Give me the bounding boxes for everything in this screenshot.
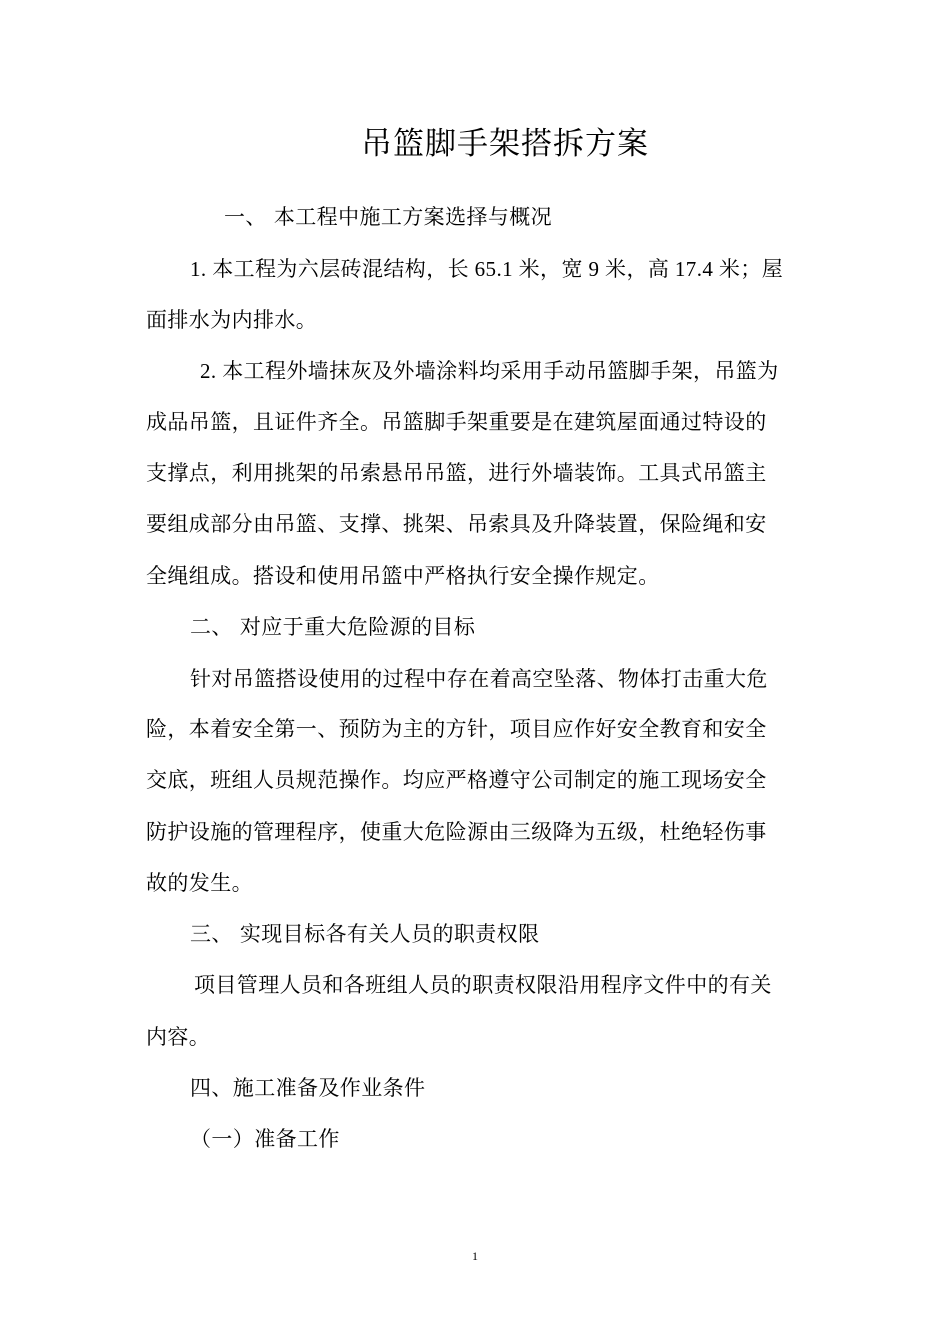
paragraph-2-line-4: 要组成部分由吊篮、支撑、挑架、吊索具及升降装置，保险绳和安 — [146, 512, 767, 536]
paragraph-2-line-1: 2. 本工程外墙抹灰及外墙涂料均采用手动吊篮脚手架，吊篮为 — [200, 359, 779, 383]
document-title: 吊篮脚手架搭拆方案 — [361, 126, 649, 162]
paragraph-3-line-4: 防护设施的管理程序，使重大危险源由三级降为五级，杜绝轻伤事 — [146, 820, 767, 844]
paragraph-3-line-1: 针对吊篮搭设使用的过程中存在着高空坠落、物体打击重大危 — [190, 667, 768, 691]
paragraph-2-line-3: 支撑点，利用挑架的吊索悬吊吊篮，进行外墙装饰。工具式吊篮主 — [146, 461, 767, 485]
subsection-heading-1: （一）准备工作 — [190, 1127, 340, 1151]
paragraph-3-line-3: 交底，班组人员规范操作。均应严格遵守公司制定的施工现场安全 — [146, 768, 767, 792]
section-heading-2: 二、 对应于重大危险源的目标 — [190, 615, 476, 639]
paragraph-2-line-2: 成品吊篮，且证件齐全。吊篮脚手架重要是在建筑屋面通过特设的 — [146, 410, 767, 434]
paragraph-4-line-1: 项目管理人员和各班组人员的职责权限沿用程序文件中的有关 — [194, 973, 772, 997]
paragraph-1-line-1: 1. 本工程为六层砖混结构，长 65.1 米，宽 9 米，高 17.4 米；屋 — [190, 257, 784, 281]
paragraph-3-line-5: 故的发生。 — [146, 871, 253, 895]
section-heading-3: 三、 实现目标各有关人员的职责权限 — [190, 922, 540, 946]
section-heading-4: 四、施工准备及作业条件 — [190, 1076, 426, 1100]
paragraph-1-line-2: 面排水为内排水。 — [146, 308, 318, 332]
section-heading-1: 一、 本工程中施工方案选择与概况 — [224, 205, 553, 229]
paragraph-2-line-5: 全绳组成。搭设和使用吊篮中严格执行安全操作规定。 — [146, 564, 660, 588]
paragraph-4-line-2: 内容。 — [146, 1025, 211, 1049]
paragraph-3-line-2: 险，本着安全第一、预防为主的方针，项目应作好安全教育和安全 — [146, 717, 767, 741]
page-number: 1 — [472, 1249, 478, 1263]
